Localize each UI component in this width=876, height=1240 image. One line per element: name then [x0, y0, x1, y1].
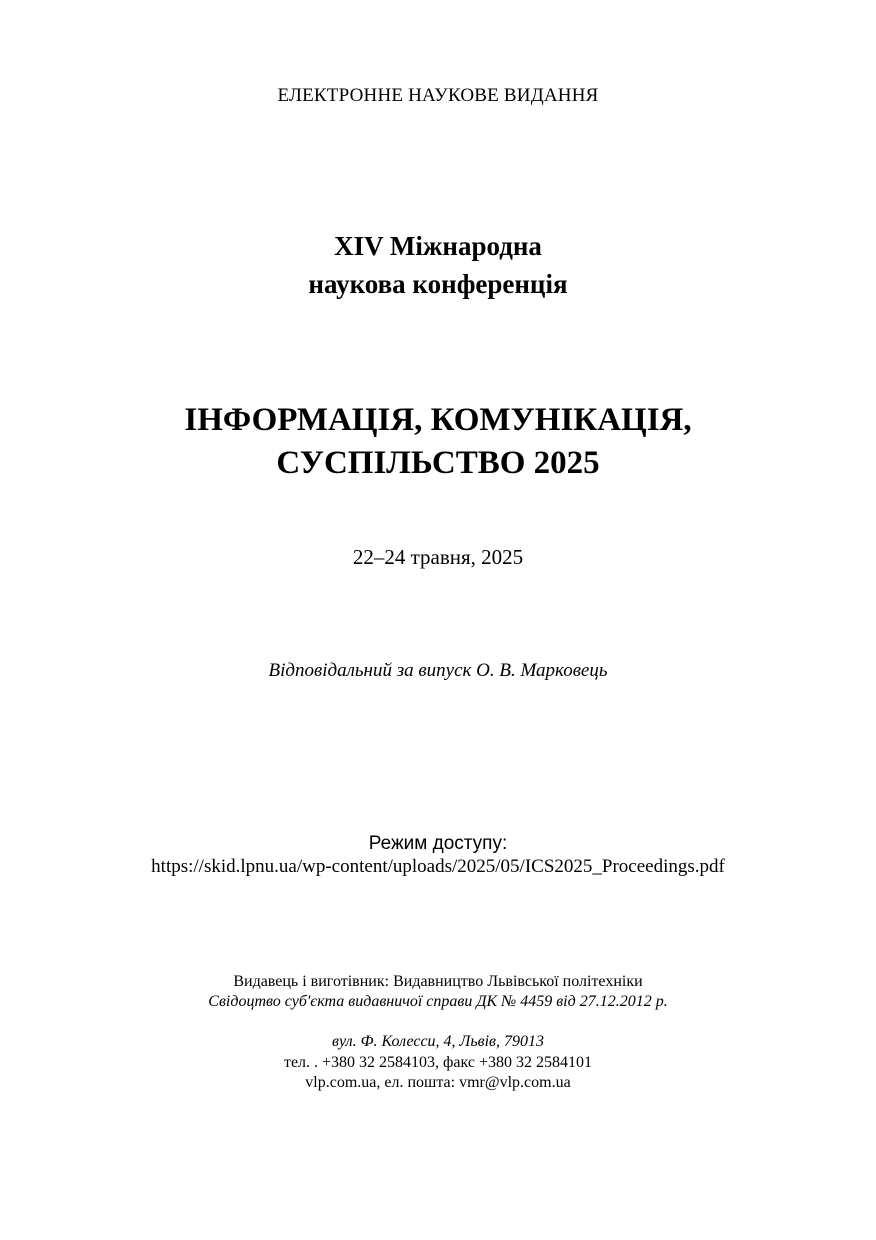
- access-url-link[interactable]: https://skid.lpnu.ua/wp-content/uploads/2025/05/ICS2025_Proceedings.pdf: [151, 856, 725, 877]
- publisher-info: Видавець і виготівник: Видавництво Львівської політехніки: [233, 973, 643, 990]
- publisher-web-email[interactable]: vlp.com.ua, ел. пошта: vmr@vlp.com.ua: [305, 1074, 571, 1091]
- conference-line-2: наукова конференція: [308, 269, 568, 299]
- responsible-editor: Відповідальний за випуск О. В. Марковець: [268, 660, 608, 681]
- title-line-1: ІНФОРМАЦІЯ, КОМУНІКАЦІЯ,: [184, 402, 692, 438]
- conference-line-1: XIV Міжнародна: [334, 231, 542, 261]
- publisher-certificate: Свідоцтво суб'єкта видавничої справи ДК № 4459 від 27.12.2012 р.: [208, 993, 668, 1010]
- conference-dates: 22–24 травня, 2025: [352, 545, 524, 569]
- title-line-2: СУСПІЛЬСТВО 2025: [276, 445, 600, 481]
- access-label: Режим доступу:: [368, 833, 508, 854]
- publisher-phone: тел. . +380 32 2584103, факс +380 32 2584101: [283, 1054, 593, 1071]
- publisher-address: вул. Ф. Колесси, 4, Львів, 79013: [332, 1033, 544, 1050]
- edition-type: ЕЛЕКТРОННЕ НАУКОВЕ ВИДАННЯ: [277, 85, 599, 106]
